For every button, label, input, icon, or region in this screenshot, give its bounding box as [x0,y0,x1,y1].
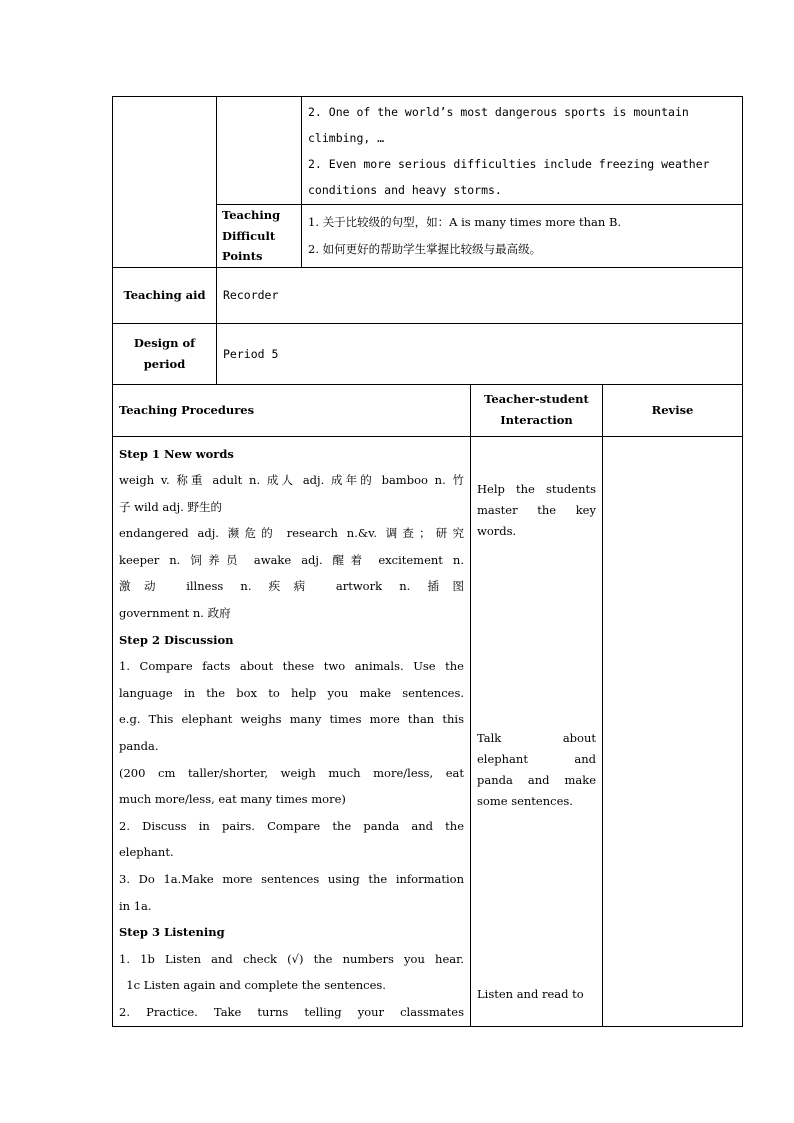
procedures-content-row [113,436,743,1026]
step-line: keeper n. 饲养员 awake adj. 醒着 excitement n. [119,552,464,567]
step-title: Step 2 Discussion [119,632,234,647]
procedures-content [113,436,471,1026]
step-line: government n. 政府 [119,606,231,621]
step-line: 1. 1b Listen and check (√) the numbers you hear. [119,951,464,966]
teaching-aid-label: Teaching aid [113,267,217,323]
step-title: Step 3 Listening [119,925,225,940]
step-line: in 1a. [119,898,152,913]
sentence-line: climbing, … [308,130,385,145]
design-period-label [113,323,217,384]
interaction-line: elephant and [477,751,596,766]
teaching-aid-value: Recorder [217,267,743,323]
label-line: Difficult [222,228,276,243]
step-line: elephant. [119,845,174,860]
sentences-row [113,97,743,205]
label-line: Design of [133,335,196,350]
interaction-line: words. [477,523,517,538]
label-line: Teacher-student [484,392,589,406]
design-period-value: Period 5 [217,323,743,384]
empty-sublabel-cell [217,97,302,205]
step-line: 3. Do 1a.Make more sentences using the information [119,872,464,886]
step-line: much more/less, eat many times more) [119,792,346,807]
interaction-line: panda and make [477,772,596,787]
step-title: Step 1 New words [119,446,234,461]
difficult-points-label [217,205,302,268]
label-line: Points [222,249,263,263]
sentence-line: conditions and heavy storms. [308,182,502,197]
lesson-plan-table [112,96,743,1027]
label-line: Teaching [222,208,281,222]
step-line: weigh v. 称重 adult n. 成人 adj. 成年的 bamboo n. 竹 [119,473,464,488]
teaching-aid-row [113,267,743,323]
interaction-header [471,384,603,436]
design-period-row [113,323,743,384]
interaction-content [471,436,603,1026]
step-line: 2. Discuss in pairs. Compare the panda and the [119,818,464,833]
label-line: Interaction [500,413,573,427]
revise-content [603,436,743,1026]
step-line: endangered adj. 濒危的 research n.&v. 调查；研究 [119,526,464,541]
sentence-line: 2. One of the world’s most dangerous sports is mountain [308,104,689,119]
interaction-line: some sentences. [477,793,573,808]
procedures-header-row [113,384,743,436]
sentence-line: 2. Even more serious difficulties include freezing weather [308,156,710,171]
step-line: (200 cm taller/shorter, weigh much more/less, eat [119,765,464,780]
interaction-line: Help the students [477,481,596,496]
step-line: 1. Compare facts about these two animals. Use the [119,659,464,674]
revise-header: Revise [603,384,743,436]
step-line: 激动 illness n. 疾病 artwork n. 插图 [119,579,464,594]
interaction-line: Talk about [477,730,596,745]
label-line: period [143,356,186,371]
step-line: e.g. This elephant weighs many times more than this [119,712,464,727]
interaction-line: master the key [477,502,596,517]
step-line: language in the box to help you make sentences. [119,685,464,700]
difficult-points-content [302,205,743,268]
key-sentences-cell [302,97,743,205]
empty-label-cell [113,97,217,268]
step-line: 子 wild adj. 野生的 [119,499,222,514]
procedures-header: Teaching Procedures [113,384,471,436]
step-line: panda. [119,739,159,754]
step-line: 2. Practice. Take turns telling your classmates [119,1004,464,1019]
difficult-point-item: 1. 关于比较级的句型，如：A is many times more than B. [308,214,622,229]
step-line: 1c Listen again and complete the sentences. [119,978,386,993]
interaction-line: Listen and read to [477,986,584,1001]
difficult-point-item: 2. 如何更好的帮助学生掌握比较级与最高级。 [308,241,542,256]
